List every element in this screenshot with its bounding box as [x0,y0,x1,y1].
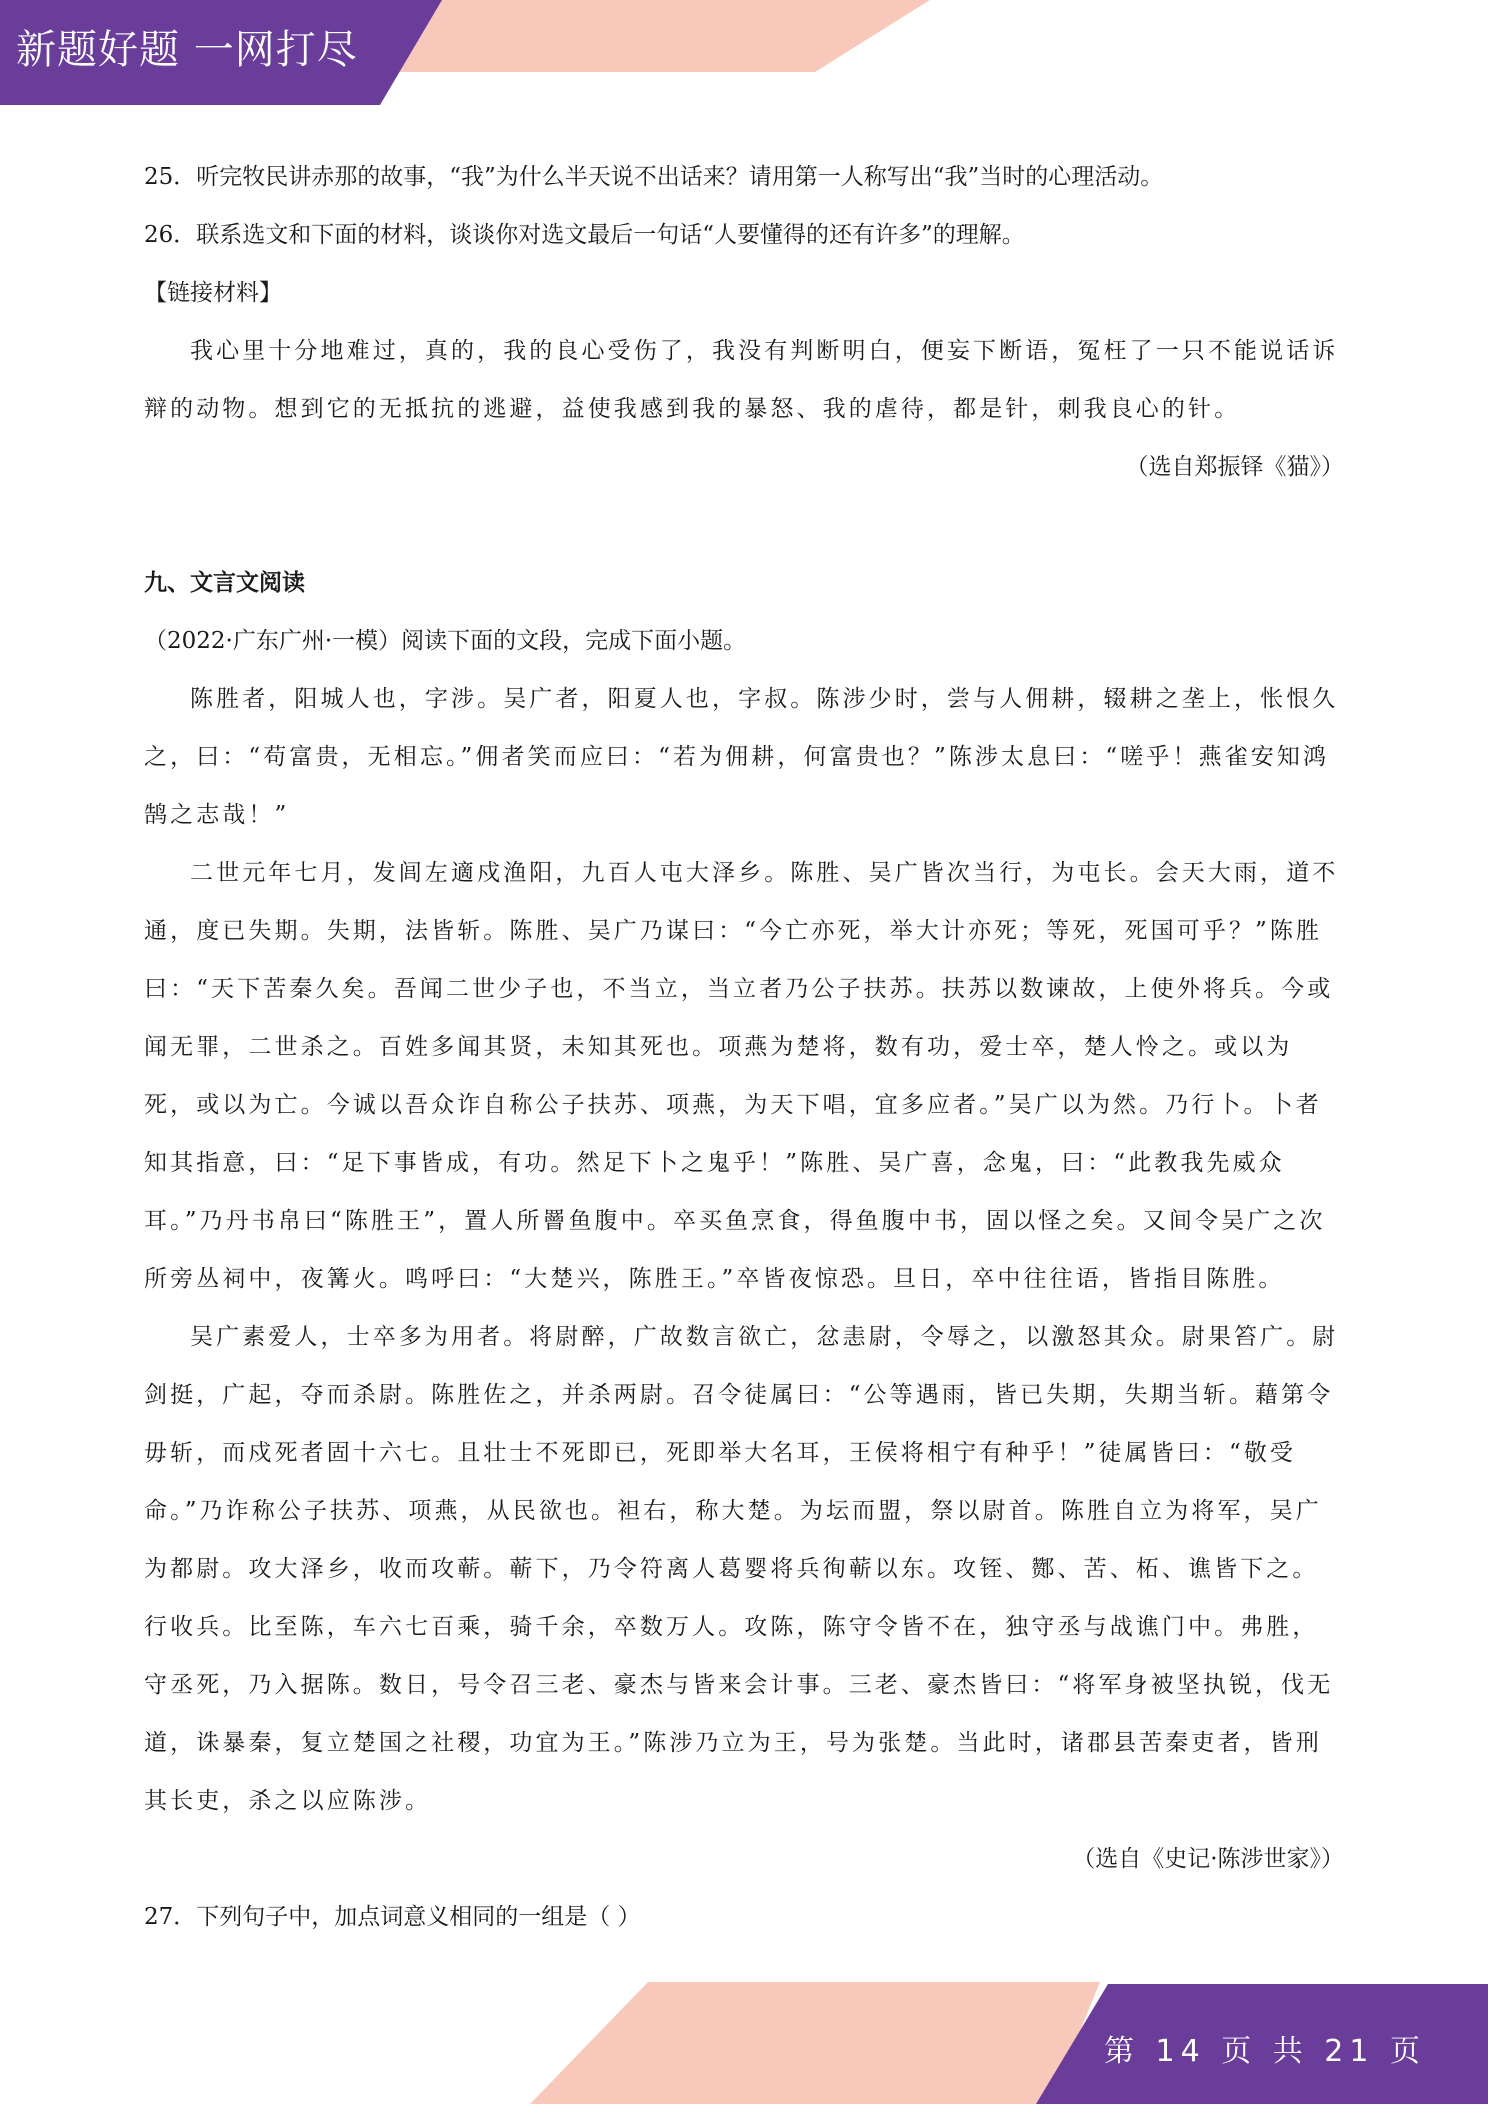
question-27: 27．下列句子中，加点词意义相同的一组是（ ） [144,1904,641,1930]
question-25: 25．听完牧民讲赤那的故事，“我”为什么半天说不出话来？请用第一人称写出“我”当时的心理活动。 [144,164,1164,190]
section-intro: （2022·广东广州·一模）阅读下面的文段，完成下面小题。 [144,628,747,654]
link-material-source: （选自郑振铎《猫》） [1125,454,1344,480]
link-material-label: 【链接材料】 [144,280,282,306]
page-number: 第 14 页 共 21 页 [1103,2034,1426,2069]
passage-paragraph-3: 吴广素爱人，士卒多为用者。将尉醉，广故数言欲亡，忿恚尉，令辱之，以激怒其众。尉果笞广。尉剑挺，广起，夺而杀尉。陈胜佐之，并杀两尉。召令徒属曰：“公等遇雨，皆已失期，失期当斩。藉第令毋斩，而戍死者固十六七。且壮士不死即已，死即举大名耳，王侯将相宁有种乎！”徒属皆曰：“敬受命。”乃诈称公子扶苏、项燕，从民欲也。袒右，称大楚。为坛而盟，祭以尉首。陈胜自立为将军，吴广为都尉。攻大泽乡，收而攻蕲。蕲下，乃令符离人葛婴将兵徇蕲以东。攻铚、酂、苦、柘、谯皆下之。行收兵。比至陈，车六七百乘，骑千余，卒数万人。攻陈，陈守令皆不在，独守丞与战谯门中。弗胜，守丞死，乃入据陈。数日，号令召三老、豪杰与皆来会计事。三老、豪杰皆曰：“将军身被坚执锐，伐无道，诛暴秦，复立楚国之社稷，功宜为王。”陈涉乃立为王，号为张楚。当此时，诸郡县苦秦吏者，皆刑其长吏，杀之以应陈涉。 [144,1324,1339,1814]
section-heading: 九、文言文阅读 [144,570,305,596]
question-26: 26．联系选文和下面的材料，谈谈你对选文最后一句话“人要懂得的还有许多”的理解。 [144,222,1025,248]
passage-paragraph-1: 陈胜者，阳城人也，字涉。吴广者，阳夏人也，字叔。陈涉少时，尝与人佣耕，辍耕之垄上，怅恨久之，曰：“苟富贵，无相忘。”佣者笑而应曰：“若为佣耕，何富贵也？”陈涉太息曰：“嗟乎！燕雀安知鸿鹄之志哉！” [144,686,1339,828]
passage-paragraph-2: 二世元年七月，发闾左適戍渔阳，九百人屯大泽乡。陈胜、吴广皆次当行，为屯长。会天大雨，道不通，度已失期。失期，法皆斩。陈胜、吴广乃谋曰：“今亡亦死，举大计亦死；等死，死国可乎？”陈胜曰：“天下苦秦久矣。吾闻二世少子也，不当立，当立者乃公子扶苏。扶苏以数谏故，上使外将兵。今或闻无罪，二世杀之。百姓多闻其贤，未知其死也。项燕为楚将，数有功，爱士卒，楚人怜之。或以为死，或以为亡。今诚以吾众诈自称公子扶苏、项燕，为天下唱，宜多应者。”吴广以为然。乃行卜。卜者知其指意，曰：“足下事皆成，有功。然足下卜之鬼乎！”陈胜、吴广喜，念鬼，曰：“此教我先威众耳。”乃丹书帛曰“陈胜王”，置人所罾鱼腹中。卒买鱼烹食，得鱼腹中书，固以怪之矣。又间令吴广之次所旁丛祠中，夜篝火。鸣呼曰：“大楚兴，陈胜王。”卒皆夜惊恐。旦日，卒中往往语，皆指目陈胜。 [144,860,1339,1292]
passage-source: （选自《史记·陈涉世家》） [1072,1846,1344,1872]
page-content [144,148,1344,1946]
header-title: 新题好题 一网打尽 [16,27,358,73]
link-material-text: 我心里十分地难过，真的，我的良心受伤了，我没有判断明白，便妄下断语，冤枉了一只不能说话诉辩的动物。想到它的无抵抗的逃避，益使我感到我的暴怒、我的虐待，都是针，刺我良心的针。 [144,338,1339,422]
